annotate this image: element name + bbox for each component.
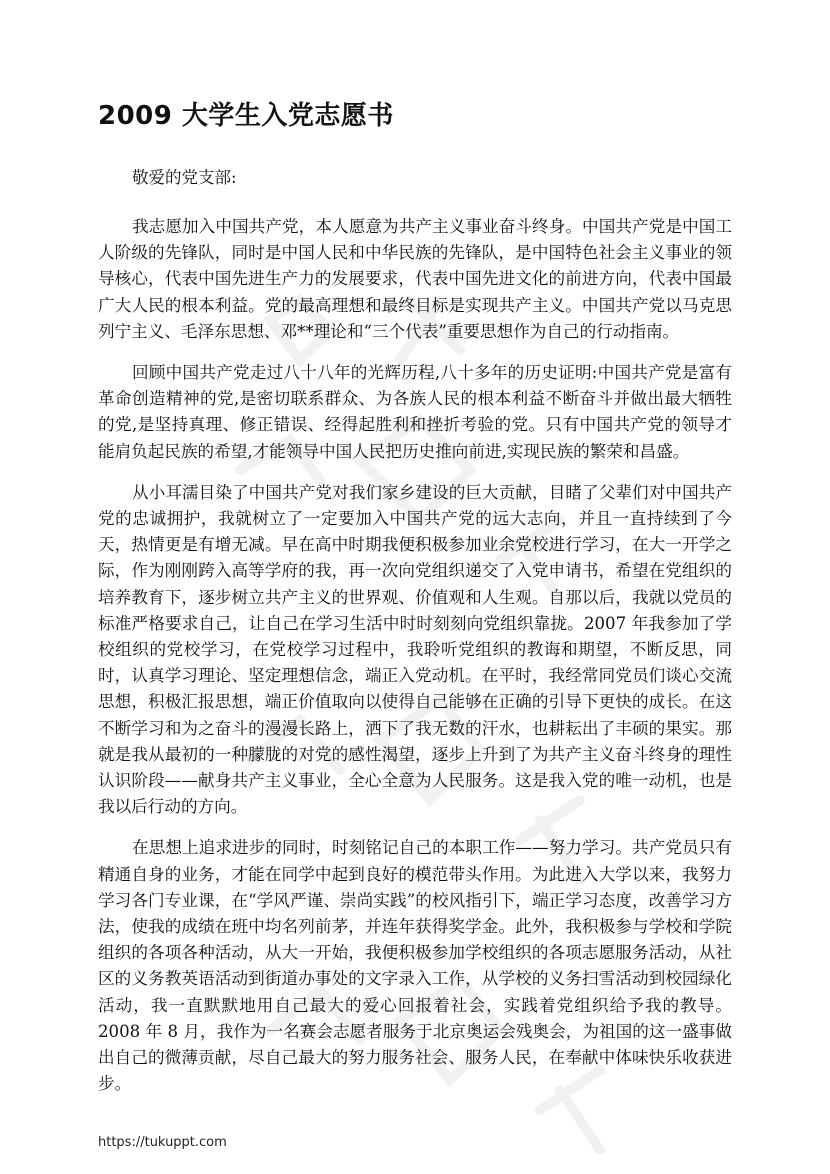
document-title: 2009 大学生入党志愿书 [98,101,394,131]
paragraph-2: 回顾中国共产党走过八十八年的光辉历程,八十多年的历史证明:中国共产党是富有革命创造精神的党,是密切联系群众、为各族人民的根本利益不断奋斗并做出最大牺牲的党,是坚持真理、修正错误、经得起胜利和挫折考验的党。只有中国共产党的领导才能肩负起民族的希望,才能领导中国人民把历史推向前进,实现民族的繁荣和昌盛。 [98,363,732,461]
paragraph-1: 我志愿加入中国共产党，本人愿意为共产主义事业奋斗终身。中国共产党是中国工人阶级的先锋队，同时是中国人民和中华民族的先锋队，是中国特色社会主义事业的领导核心，代表中国先进生产力的发展要求，代表中国先进文化的前进方向，代表中国最广大人民的根本利益。党的最高理想和最终目标是实现共产主义。中国共产党以马克思列宁主义、毛泽东思想、邓**理论和“三个代表”重要思想作为自己的行动指南。 [98,217,732,341]
paragraph-4: 在思想上追求进步的同时，时刻铭记自己的本职工作——努力学习。共产党员只有精通自身的业务，才能在同学中起到良好的模范带头作用。为此进入大学以来，我努力学习各门专业课，在“学风严谨、崇尚实践”的校风指引下，端正学习态度，改善学习方法，使我的成绩在班中均名列前茅，并连年获得奖学金。此外，我积极参与学校和学院组织的各项各种活动，从大一开始，我便积极参加学校组织的各项志愿服务活动，从社区的义务教英语活动到街道办事处的文字录入工作，从学校的义务扫雪活动到校园绿化活动，我一直默默地用自己最大的爱心回报着社会，实践着党组织给予我的教导。2008 年 8 月，我作为一名赛会志愿者服务于北京奥运会残奥会，为祖国的这一盛事做出自己的微薄贡献，尽自己最大的努力服务社会、服务人民，在奉献中体味快乐收获进步。 [98,838,732,1094]
footer-url[interactable]: https://tukuppt.com [98,1135,227,1150]
document-body [98,164,732,1113]
salutation: 敬爱的党支部: [132,168,237,187]
paragraph-3: 从小耳濡目染了中国共产党对我们家乡建设的巨大贡献，目睹了父辈们对中国共产党的忠诚拥护，我就树立了一定要加入中国共产党的远大志向，并且一直持续到了今天，热情更是有增无减。早在高中时期我便积极参加业余党校进行学习，在大一开学之际，作为刚刚跨入高等学府的我，再一次向党组织递交了入党申请书，希望在党组织的培养教育下，逐步树立共产主义的世界观、价值观和人生观。自那以后，我就以党员的标准严格要求自己，让自己在学习生活中时时刻刻向党组织靠拢。2007 年我参加了学校组织的党校学习，在党校学习过程中，我聆听党组织的教诲和期望，不断反思，同时，认真学习理论、坚定理想信念，端正入党动机。在平时，我经常同党员们谈心交流思想，积极汇报思想，端正价值取向以使得自己能够在正确的引导下更快的成长。在这不断学习和为之奋斗的漫漫长路上，洒下了我无数的汗水，也耕耘出了丰硕的果实。那就是我从最初的一种朦胧的对党的感性渴望，逐步上升到了为共产主义奋斗终身的理性认识阶段——献身共产主义事业，全心全意为人民服务。这是我入党的唯一动机，也是我以后行动的方向。 [98,482,732,817]
